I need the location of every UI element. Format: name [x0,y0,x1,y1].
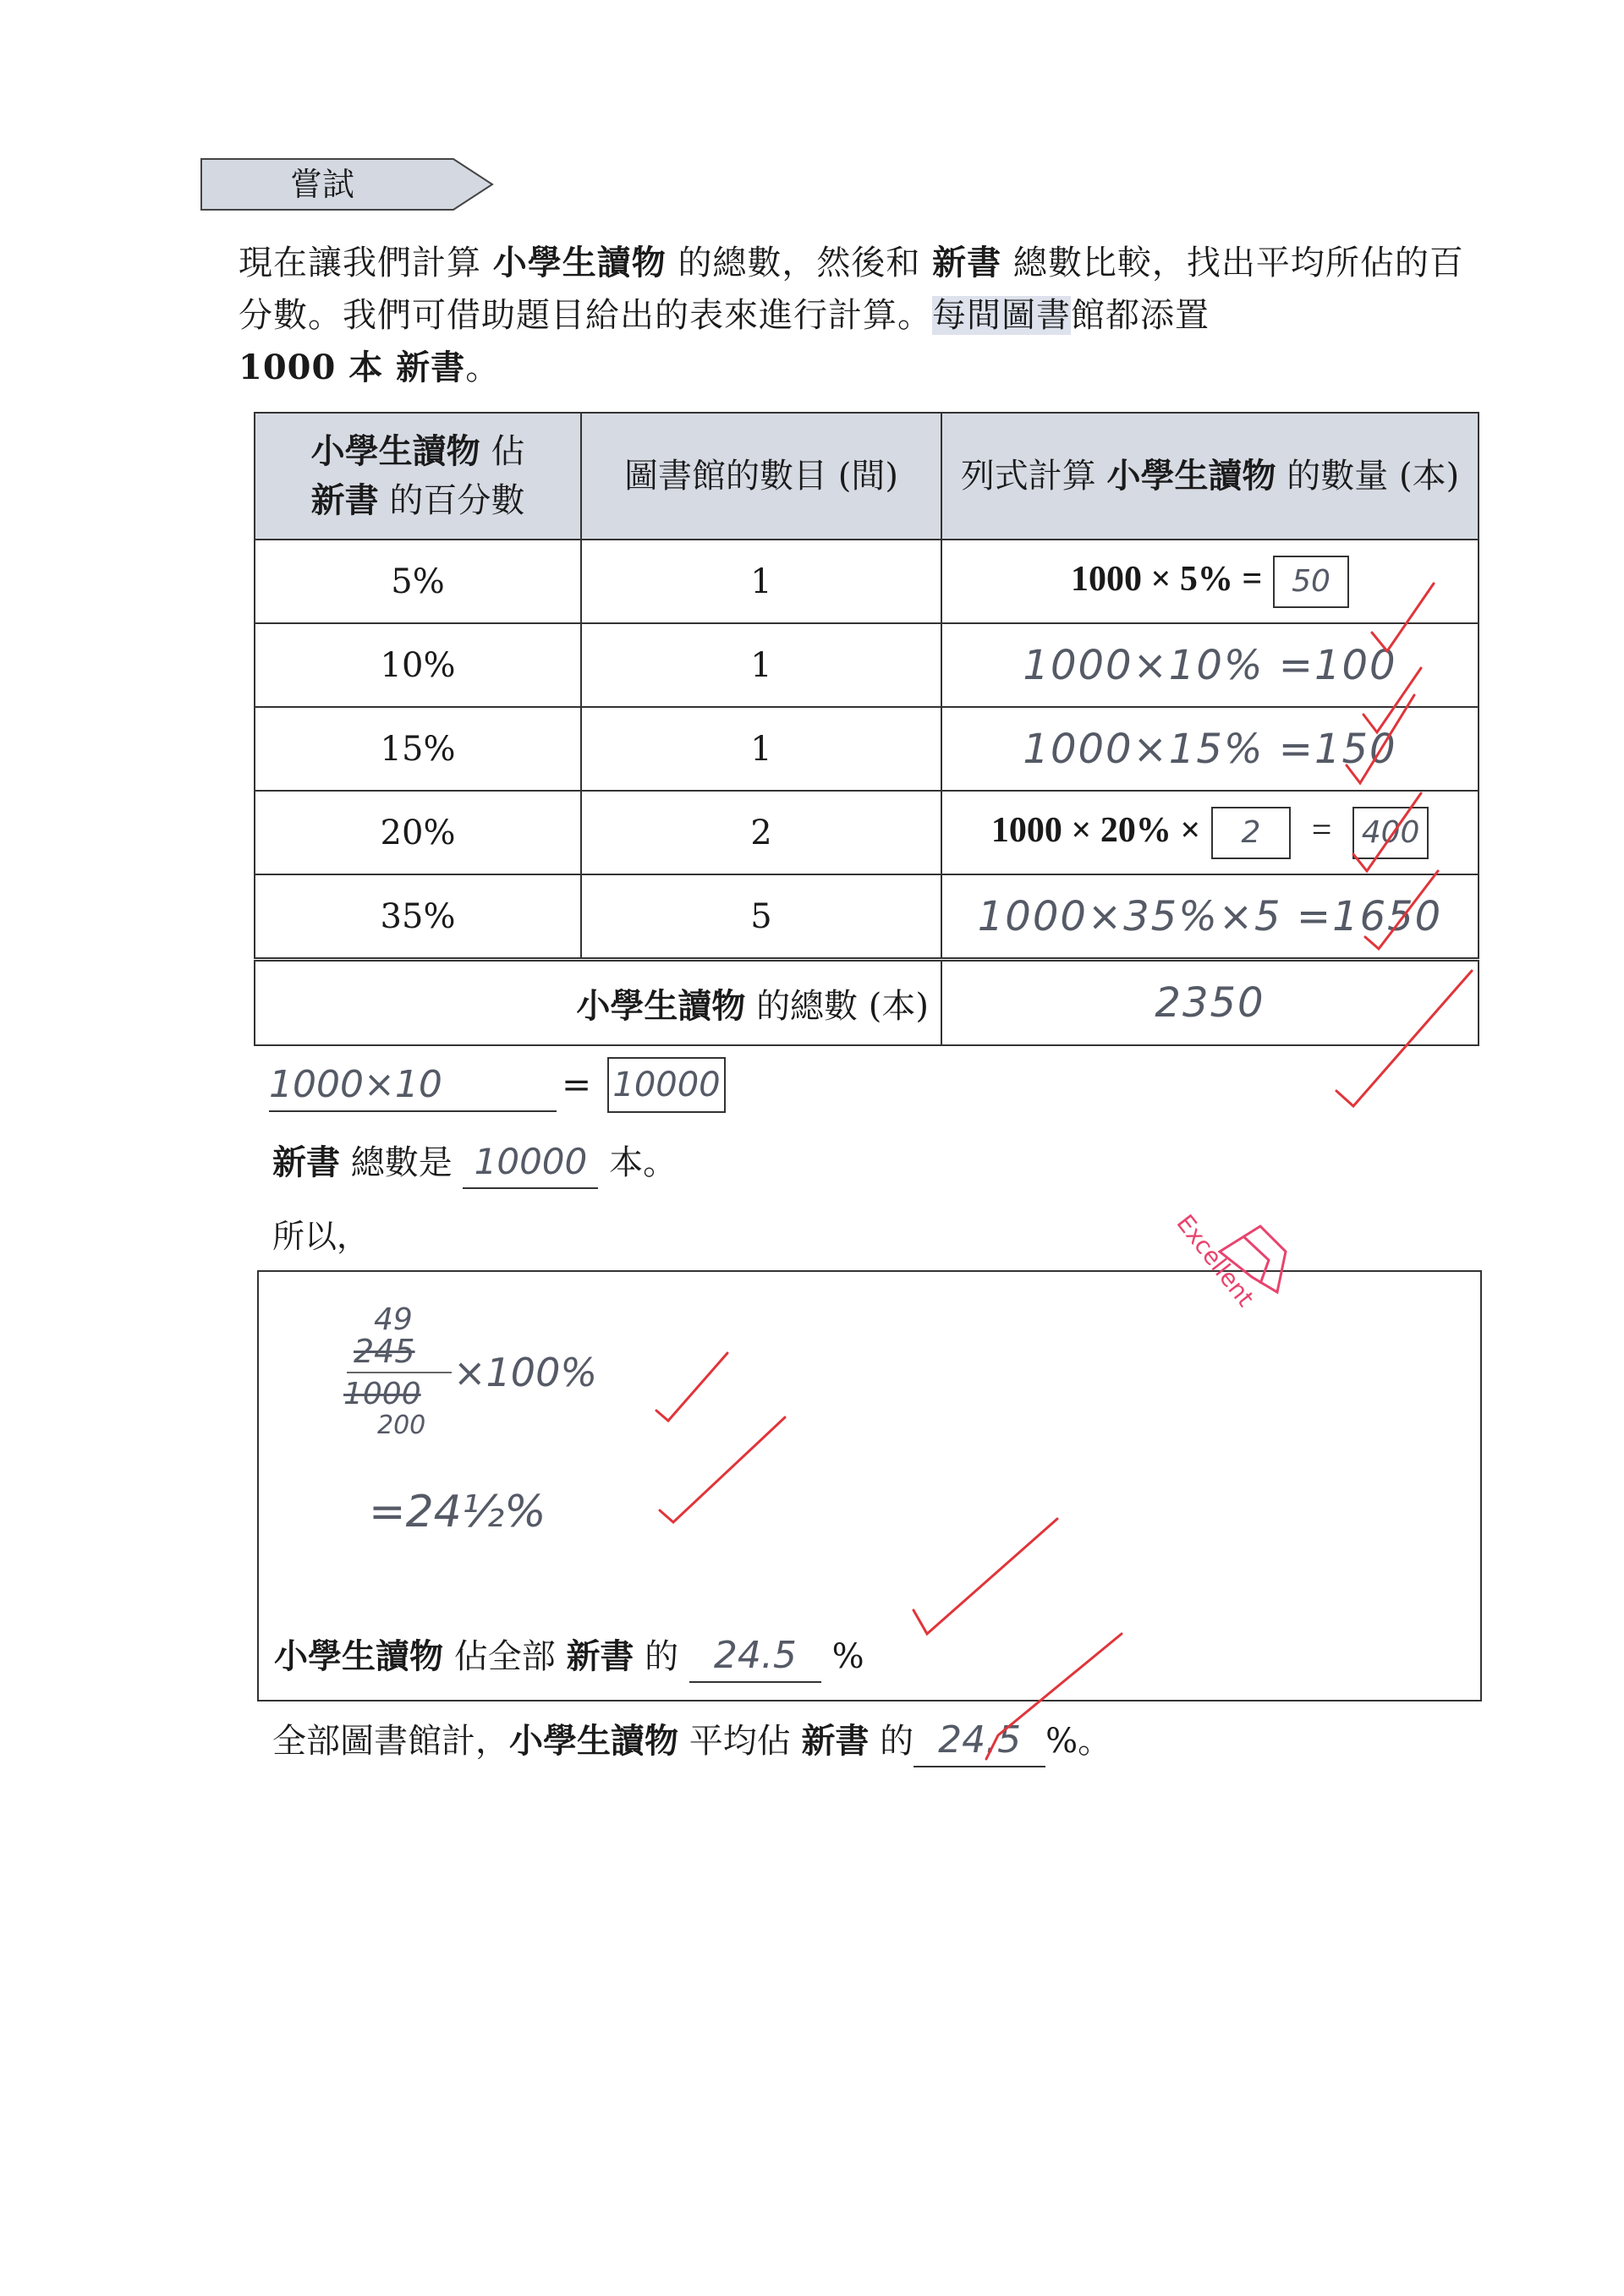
total-value[interactable]: 2350 [941,960,1479,1046]
fraction-bar [347,1372,452,1373]
cell-calc[interactable] [941,874,1479,960]
result-percent: =24½% [369,1487,546,1537]
intro-paragraph [239,237,1473,394]
intro-text: 。 [465,348,501,387]
answer-box-area [257,1270,1482,1701]
fraction-den-orig: 1000 [343,1377,421,1411]
cell-libraries: 2 [581,791,941,874]
new-books-total-blank[interactable]: 10000 [463,1137,598,1189]
cell-percent: 20% [255,791,581,874]
handwritten-calc: 1000×10% =100 [1023,641,1397,689]
intro-term: 小學生讀物 [492,243,667,282]
table-row [255,623,1479,707]
cell-calc: 1000 × 5% = 50 [941,540,1479,623]
cell-percent: 5% [255,540,581,623]
cell-percent: 15% [255,707,581,791]
handwritten-calc: 1000×35%×5 =1650 [977,892,1443,940]
intro-text: 現在讓我們計算 [239,244,481,282]
work-equals: = [562,1064,592,1105]
handwritten-calc: 1000×15% =150 [1023,725,1397,773]
cell-libraries: 1 [581,707,941,791]
intro-text: 總數比較，找出平均所佔的百分數。我們可借助題目給出的表來進行計算。 [239,244,1464,335]
fraction-num-orig: 245 [354,1333,415,1370]
table-row [255,707,1479,791]
table-header-row [255,413,1479,540]
calculation-table [254,412,1479,1046]
answer-box[interactable]: 50 [1273,556,1349,608]
fraction-num-new: 49 [374,1302,413,1337]
cell-percent: 35% [255,874,581,960]
work-result-box[interactable]: 10000 [607,1057,726,1113]
intro-term: 1000 本 新書 [239,348,466,387]
cell-libraries: 1 [581,540,941,623]
work-expression[interactable]: 1000×10 [269,1060,557,1112]
section-tab [200,157,496,211]
table-row [255,540,1479,623]
table-row [255,791,1479,874]
excellent-stamp [1159,1192,1311,1323]
intro-term: 新書 [932,243,1002,282]
fraction-den-new: 200 [377,1411,426,1440]
header-libraries: 圖書館的數目 (間) [581,413,941,540]
cell-libraries: 5 [581,874,941,960]
section-title: 嘗試 [289,166,354,203]
excellent-stamp-icon [1159,1192,1311,1319]
intro-text: 館都添置 [1071,296,1210,335]
cell-libraries: 1 [581,623,941,707]
times-hundred-percent: ×100% [453,1350,598,1395]
table-total-row [255,960,1479,1046]
stamp-text: Excellent [1171,1208,1260,1312]
header-calculation: 列式計算 小學生讀物 的數量 (本) [941,413,1479,540]
multiplier-box[interactable]: 2 [1211,807,1291,859]
cell-calc[interactable] [941,623,1479,707]
intro-highlight: 每間圖書 [932,296,1071,335]
so-label: 所以， [272,1218,370,1255]
cell-calc[interactable] [941,707,1479,791]
final-answer-blank[interactable]: 24.5 [914,1715,1045,1767]
answer-blank[interactable]: 24.5 [689,1630,821,1683]
intro-text: 的總數，然後和 [678,244,921,282]
new-books-total-line: 新書 總數是 10000 本。 [272,1133,677,1192]
cell-calc: 1000 × 20% × 2 = 400 [941,791,1479,874]
total-label: 小學生讀物 的總數 (本) [255,960,941,1046]
answer-line: 小學生讀物 佔全部 新書 的 24.5 % [274,1627,864,1686]
header-percent: 小學生讀物 佔 新書 的百分數 [255,413,581,540]
table-row [255,874,1479,960]
cell-percent: 10% [255,623,581,707]
answer-box[interactable]: 400 [1352,807,1429,859]
final-answer-line: 全部圖書館計，小學生讀物 平均佔 新書 的 24.5 %。 [272,1712,1111,1771]
